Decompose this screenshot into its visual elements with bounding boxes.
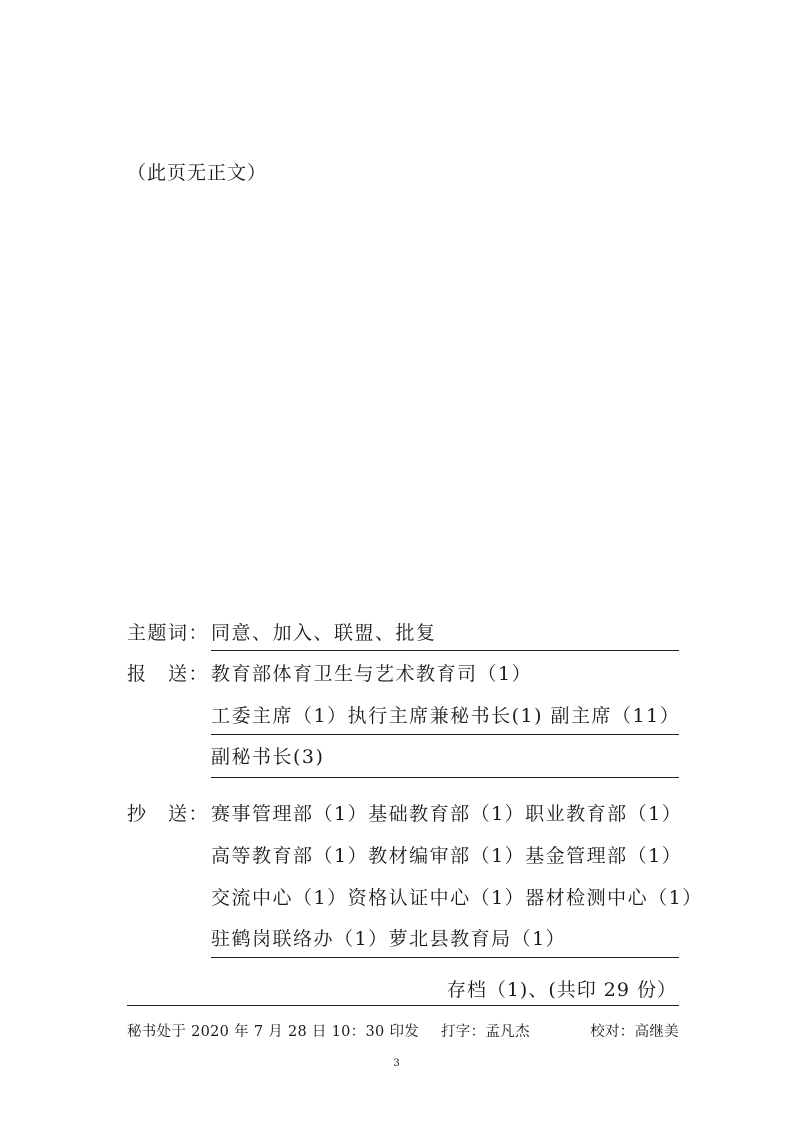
copy-to-line-2: 高等教育部（1）教材编审部（1）基金管理部（1）	[211, 845, 683, 867]
copy-to-line-1: 赛事管理部（1）基础教育部（1）职业教育部（1）	[211, 803, 683, 825]
subject-text: 同意、加入、联盟、批复	[211, 622, 437, 644]
footer-rule	[127, 1005, 679, 1006]
no-body-note: （此页无正文）	[127, 162, 268, 184]
subject-label: 主题词：	[127, 622, 210, 644]
copy-to-label: 抄 送：	[127, 803, 210, 825]
report-to-line-2: 工委主席（1）执行主席兼秘书长(1) 副主席（11）	[211, 705, 681, 727]
report-to-line-1: 教育部体育卫生与艺术教育司（1）	[211, 663, 533, 685]
copy-to-line-3: 交流中心（1）资格认证中心（1）器材检测中心（1）	[211, 887, 703, 909]
footer-typist: 打字：孟凡杰	[441, 1024, 530, 1040]
subject-rule	[211, 650, 679, 651]
report-to-label: 报 送：	[127, 663, 210, 685]
page-number: 3	[393, 1058, 400, 1069]
footer-issuer: 秘书处于 2020 年 7 月 28 日 10：30 印发	[127, 1024, 420, 1040]
copy-to-line-4: 驻鹤岗联络办（1）萝北县教育局（1）	[211, 928, 567, 950]
report-to-line-3: 副秘书长(3)	[211, 746, 325, 768]
copy-to-rule	[211, 957, 679, 958]
archive-note: 存档（1)、(共印 29 份）	[446, 979, 677, 1001]
report-to-rule-1	[211, 734, 679, 735]
report-to-rule-2	[211, 777, 679, 778]
footer-proofreader: 校对：高继美	[590, 1024, 679, 1040]
